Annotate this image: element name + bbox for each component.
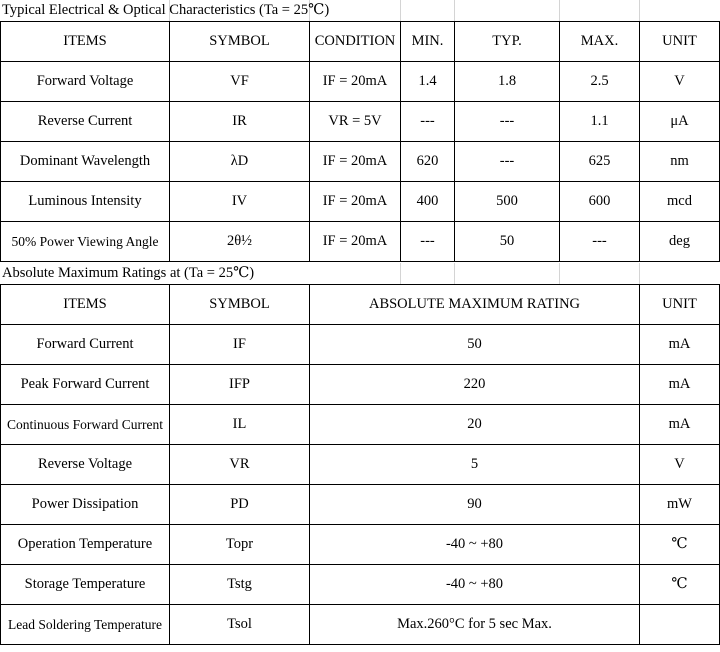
item-cell: Lead Soldering Temperature xyxy=(1,605,170,645)
item-cell: Forward Current xyxy=(1,325,170,365)
sheet-gridline xyxy=(400,0,401,21)
header-symbol: SYMBOL xyxy=(170,285,310,325)
unit-cell: ℃ xyxy=(640,525,720,565)
symbol-cell: IF xyxy=(170,325,310,365)
table-row xyxy=(1,182,720,222)
min-cell: 620 xyxy=(401,142,455,182)
condition-cell: VR = 5V xyxy=(310,102,401,142)
rating-cell: Max.260°C for 5 sec Max. xyxy=(310,605,640,645)
rating-cell: -40 ~ +80 xyxy=(310,565,640,605)
item-cell: Power Dissipation xyxy=(1,485,170,525)
condition-cell: IF = 20mA xyxy=(310,222,401,262)
table-row xyxy=(1,222,720,262)
min-cell: 400 xyxy=(401,182,455,222)
sheet-gridline xyxy=(559,263,560,284)
table-row xyxy=(1,445,720,485)
unit-cell xyxy=(640,605,720,645)
rating-cell: 5 xyxy=(310,445,640,485)
symbol-cell: λD xyxy=(170,142,310,182)
max-cell: 1.1 xyxy=(560,102,640,142)
item-cell: Operation Temperature xyxy=(1,525,170,565)
header-rating: ABSOLUTE MAXIMUM RATING xyxy=(310,285,640,325)
typ-cell: 500 xyxy=(455,182,560,222)
typ-cell: --- xyxy=(455,142,560,182)
table-row xyxy=(1,405,720,445)
symbol-cell: VR xyxy=(170,445,310,485)
symbol-cell: Topr xyxy=(170,525,310,565)
header-max: MAX. xyxy=(560,22,640,62)
sheet-gridline xyxy=(454,263,455,284)
symbol-cell: IV xyxy=(170,182,310,222)
electrical-characteristics-table xyxy=(0,21,720,262)
table-row xyxy=(1,565,720,605)
unit-cell: V xyxy=(640,445,720,485)
header-unit: UNIT xyxy=(640,285,720,325)
symbol-cell: VF xyxy=(170,62,310,102)
symbol-cell: 2θ½ xyxy=(170,222,310,262)
header-min: MIN. xyxy=(401,22,455,62)
unit-cell: V xyxy=(640,62,720,102)
unit-cell: mcd xyxy=(640,182,720,222)
symbol-cell: Tsol xyxy=(170,605,310,645)
table-row xyxy=(1,485,720,525)
symbol-cell: PD xyxy=(170,485,310,525)
unit-cell: ℃ xyxy=(640,565,720,605)
max-cell: 625 xyxy=(560,142,640,182)
item-cell: Reverse Voltage xyxy=(1,445,170,485)
condition-cell: IF = 20mA xyxy=(310,142,401,182)
unit-cell: mW xyxy=(640,485,720,525)
sheet-gridline xyxy=(454,0,455,21)
item-cell: Reverse Current xyxy=(1,102,170,142)
table-row xyxy=(1,365,720,405)
max-cell: 600 xyxy=(560,182,640,222)
min-cell: --- xyxy=(401,222,455,262)
table-row xyxy=(1,525,720,565)
table-header-row xyxy=(1,22,720,62)
table-row xyxy=(1,142,720,182)
unit-cell: μA xyxy=(640,102,720,142)
typ-cell: 50 xyxy=(455,222,560,262)
symbol-cell: IL xyxy=(170,405,310,445)
table-row xyxy=(1,325,720,365)
unit-cell: mA xyxy=(640,325,720,365)
typ-cell: 1.8 xyxy=(455,62,560,102)
table-row xyxy=(1,605,720,645)
condition-cell: IF = 20mA xyxy=(310,182,401,222)
typ-cell: --- xyxy=(455,102,560,142)
item-cell: Dominant Wavelength xyxy=(1,142,170,182)
item-cell: Luminous Intensity xyxy=(1,182,170,222)
sheet-gridline xyxy=(639,263,640,284)
header-symbol: SYMBOL xyxy=(170,22,310,62)
rating-cell: 90 xyxy=(310,485,640,525)
rating-cell: -40 ~ +80 xyxy=(310,525,640,565)
item-cell: Peak Forward Current xyxy=(1,365,170,405)
header-items: ITEMS xyxy=(1,22,170,62)
unit-cell: mA xyxy=(640,405,720,445)
symbol-cell: Tstg xyxy=(170,565,310,605)
absolute-ratings-title: Absolute Maximum Ratings at (Ta = 25℃) xyxy=(2,265,255,281)
sheet-gridline xyxy=(559,0,560,21)
max-cell: 2.5 xyxy=(560,62,640,102)
rating-cell: 220 xyxy=(310,365,640,405)
max-cell: --- xyxy=(560,222,640,262)
item-cell: 50% Power Viewing Angle xyxy=(1,222,170,262)
symbol-cell: IR xyxy=(170,102,310,142)
min-cell: --- xyxy=(401,102,455,142)
condition-cell: IF = 20mA xyxy=(310,62,401,102)
item-cell: Forward Voltage xyxy=(1,62,170,102)
header-typ: TYP. xyxy=(455,22,560,62)
min-cell: 1.4 xyxy=(401,62,455,102)
absolute-maximum-ratings-table xyxy=(0,284,720,645)
table-row xyxy=(1,102,720,142)
sheet-gridline xyxy=(639,0,640,21)
header-unit: UNIT xyxy=(640,22,720,62)
unit-cell: nm xyxy=(640,142,720,182)
header-condition: CONDITION xyxy=(310,22,401,62)
item-cell: Continuous Forward Current xyxy=(1,405,170,445)
unit-cell: deg xyxy=(640,222,720,262)
table-header-row xyxy=(1,285,720,325)
symbol-cell: IFP xyxy=(170,365,310,405)
electrical-table-title: Typical Electrical & Optical Characteristics (Ta = 25℃) xyxy=(2,2,330,18)
rating-cell: 50 xyxy=(310,325,640,365)
table-row xyxy=(1,62,720,102)
unit-cell: mA xyxy=(640,365,720,405)
sheet-gridline xyxy=(400,263,401,284)
item-cell: Storage Temperature xyxy=(1,565,170,605)
header-items: ITEMS xyxy=(1,285,170,325)
rating-cell: 20 xyxy=(310,405,640,445)
